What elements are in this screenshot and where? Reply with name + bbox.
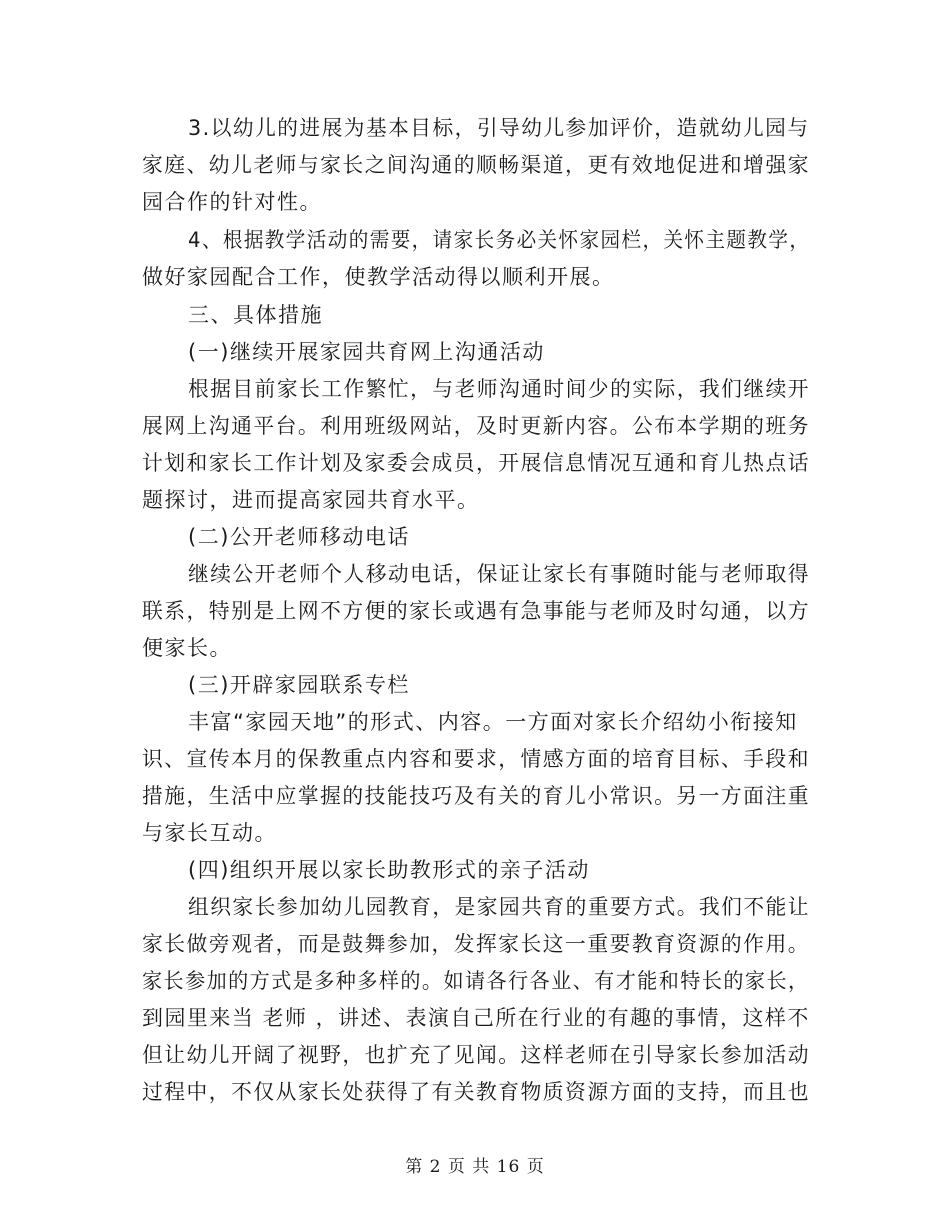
paragraph-line: 做好家园配合工作，使教学活动得以顺利开展。 xyxy=(142,265,615,289)
paragraph-line: 3.以幼儿的进展为基本目标，引导幼儿参加评价，造就幼儿园与 xyxy=(188,116,810,140)
page-number-footer: 第 2 页 共 16 页 xyxy=(405,1157,545,1177)
paragraph-line: 便家长。 xyxy=(142,636,232,660)
paragraph-line: 根据目前家长工作繁忙，与老师沟通时间少的实际，我们继续开 xyxy=(188,377,810,401)
paragraph-line: 到园里来当 老师 ，讲述、表演自己所在行业的有趣的事情，这样不 xyxy=(142,1006,810,1030)
paragraph-line: 展网上沟通平台。利用班级网站，及时更新内容。公布本学期的班务 xyxy=(142,414,810,438)
paragraph-line: 丰富“家园天地”的形式、内容。一方面对家长介绍幼小衔接知 xyxy=(188,710,798,734)
paragraph-line: 识、宣传本月的保教重点内容和要求，情感方面的培育目标、手段和 xyxy=(142,747,810,771)
paragraph-line: 家庭、幼儿老师与家长之间沟通的顺畅渠道，更有效地促进和增强家 xyxy=(142,153,810,177)
paragraph-line: 措施，生活中应掌握的技能技巧及有关的育儿小常识。另一方面注重 xyxy=(142,784,810,808)
subsection-heading: (二)公开老师移动电话 xyxy=(188,525,410,549)
subsection-heading: (三)开辟家园联系专栏 xyxy=(188,673,410,697)
paragraph-line: 题探讨，进而提高家园共育水平。 xyxy=(142,488,480,512)
paragraph-line: 但让幼儿开阔了视野，也扩充了见闻。这样老师在引导家长参加活动 xyxy=(142,1043,810,1067)
paragraph-line: 组织家长参加幼儿园教育，是家园共育的重要方式。我们不能让 xyxy=(188,895,810,919)
paragraph-line: 家长做旁观者，而是鼓舞参加，发挥家长这一重要教育资源的作用。 xyxy=(142,932,810,956)
subsection-heading: (一)继续开展家园共育网上沟通活动 xyxy=(188,340,545,364)
paragraph-line: 过程中，不仅从家长处获得了有关教育物质资源方面的支持，而且也 xyxy=(142,1080,810,1104)
paragraph-line: 家长参加的方式是多种多样的。如请各行各业、有才能和特长的家长， xyxy=(142,969,810,993)
paragraph-line: 与家长互动。 xyxy=(142,821,277,845)
paragraph-line: 联系，特别是上网不方便的家长或遇有急事能与老师及时勾通，以方 xyxy=(142,599,810,623)
section-heading: 三、具体措施 xyxy=(188,303,323,327)
paragraph-line: 继续公开老师个人移动电话，保证让家长有事随时能与老师取得 xyxy=(188,562,810,586)
paragraph-line: 园合作的针对性。 xyxy=(142,190,322,214)
paragraph-line: 4、根据教学活动的需要，请家长务必关怀家园栏，关怀主题教学， xyxy=(188,228,811,252)
paragraph-line: 计划和家长工作计划及家委会成员，开展信息情况互通和育儿热点话 xyxy=(142,451,810,475)
subsection-heading: (四)组织开展以家长助教形式的亲子活动 xyxy=(188,858,590,882)
